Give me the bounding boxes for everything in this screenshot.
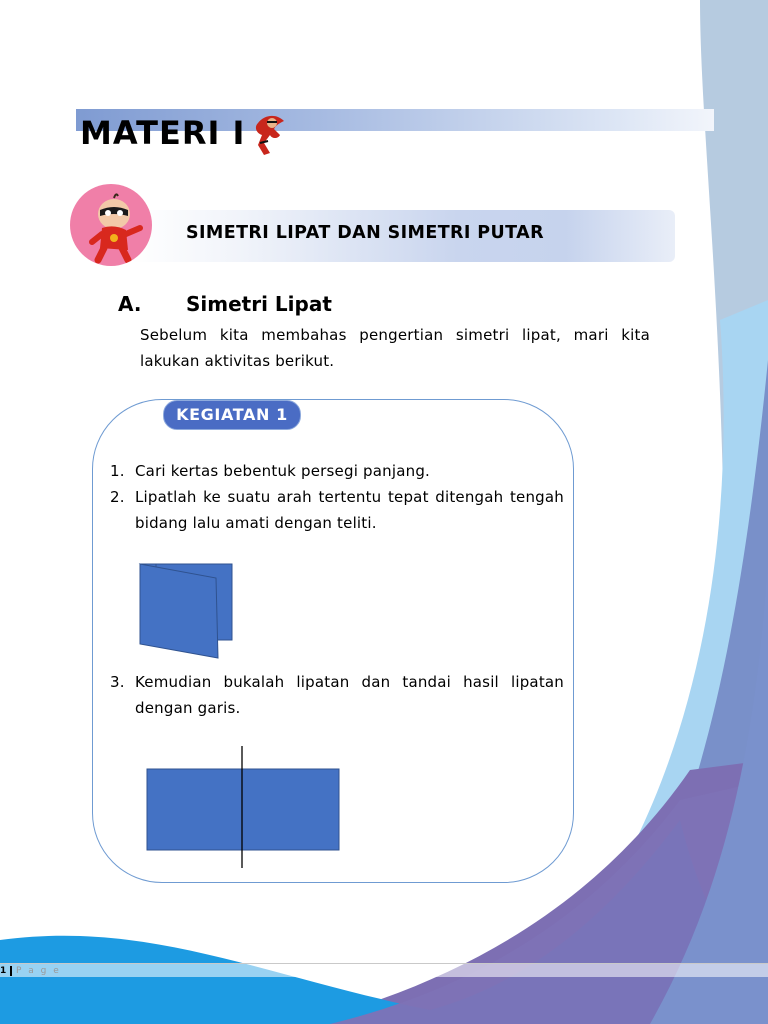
- page-title: MATERI I: [80, 114, 246, 152]
- section-letter: A.: [118, 292, 142, 316]
- activity-step: [110, 458, 564, 484]
- step-number: 2.: [110, 488, 125, 506]
- unfolded-paper-rect: [147, 769, 339, 850]
- step-text: Lipatlah ke suatu arah tertentu tepat ditengah tengah bidang lalu amati dengan teliti.: [135, 488, 564, 532]
- intro-paragraph: Sebelum kita membahas pengertian simetri lipat, mari kita lakukan aktivitas berikut.: [140, 326, 650, 370]
- activity-step: [110, 669, 564, 721]
- footer-white-strip: [0, 963, 768, 977]
- footer-page-label: P a g e: [16, 966, 61, 976]
- footer-page-number: 1: [0, 966, 7, 976]
- unfolded-paper-figure: [144, 744, 344, 870]
- jack-jack-icon: [70, 184, 152, 266]
- folded-paper-figure: [136, 560, 238, 664]
- folded-paper-front: [140, 564, 218, 658]
- activity-badge: KEGIATAN 1: [163, 400, 301, 430]
- footer-divider: [0, 963, 768, 964]
- step-number: 3.: [110, 673, 125, 691]
- activity-step: [110, 484, 564, 536]
- footer-separator: [10, 966, 12, 976]
- chapter-subtitle: SIMETRI LIPAT DAN SIMETRI PUTAR: [186, 223, 544, 243]
- section-title: Simetri Lipat: [186, 292, 332, 316]
- step-text: Kemudian bukalah lipatan dan tandai hasil lipatan dengan garis.: [135, 673, 564, 717]
- jack-jack-avatar: [70, 184, 152, 266]
- mr-incredible-icon: [250, 113, 290, 157]
- step-text: Cari kertas bebentuk persegi panjang.: [135, 462, 431, 480]
- step-number: 1.: [110, 462, 125, 480]
